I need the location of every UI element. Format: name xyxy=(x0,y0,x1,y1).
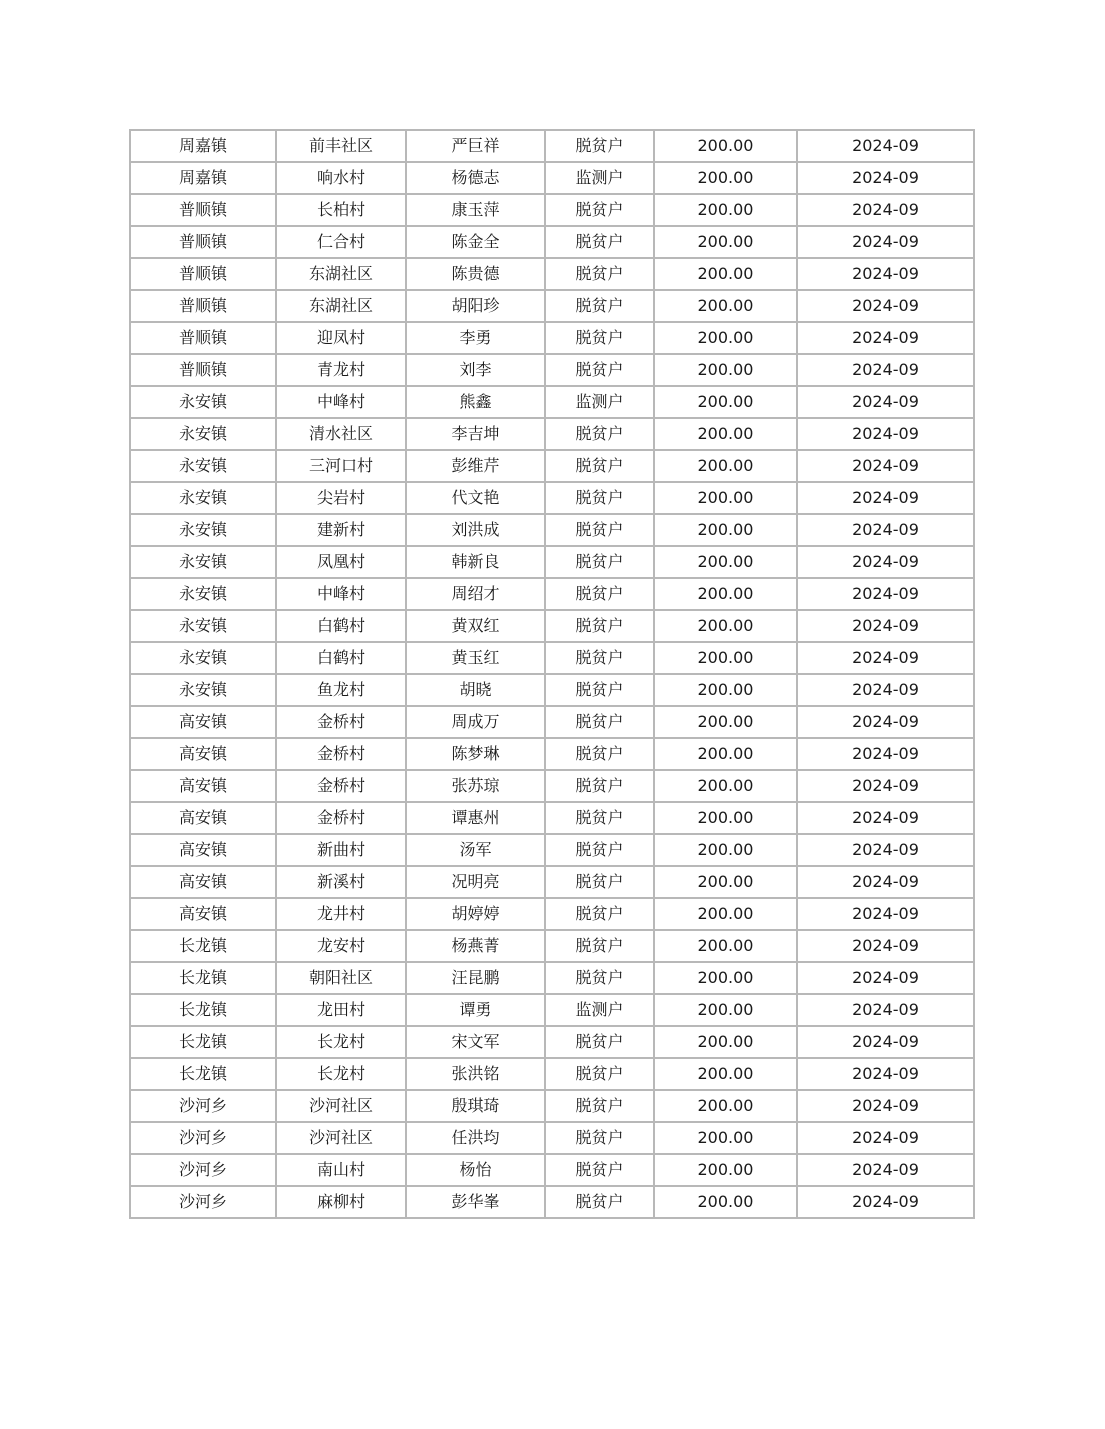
amount-cell: 200.00 xyxy=(654,226,797,258)
table-row xyxy=(130,1026,974,1058)
period-cell: 2024-09 xyxy=(797,1058,974,1090)
type-cell: 脱贫户 xyxy=(545,258,654,290)
town-cell: 高安镇 xyxy=(130,770,276,802)
period-cell: 2024-09 xyxy=(797,834,974,866)
period-cell: 2024-09 xyxy=(797,226,974,258)
amount-cell: 200.00 xyxy=(654,898,797,930)
period-cell: 2024-09 xyxy=(797,290,974,322)
type-cell: 脱贫户 xyxy=(545,546,654,578)
town-cell: 高安镇 xyxy=(130,898,276,930)
amount-cell: 200.00 xyxy=(654,546,797,578)
type-cell: 脱贫户 xyxy=(545,322,654,354)
period-cell: 2024-09 xyxy=(797,898,974,930)
table-row xyxy=(130,706,974,738)
type-cell: 脱贫户 xyxy=(545,226,654,258)
amount-cell: 200.00 xyxy=(654,514,797,546)
table-row xyxy=(130,514,974,546)
amount-cell: 200.00 xyxy=(654,258,797,290)
table-row xyxy=(130,610,974,642)
period-cell: 2024-09 xyxy=(797,674,974,706)
type-cell: 脱贫户 xyxy=(545,1122,654,1154)
name-cell: 张洪铭 xyxy=(406,1058,545,1090)
name-cell: 周绍才 xyxy=(406,578,545,610)
period-cell: 2024-09 xyxy=(797,130,974,162)
type-cell: 脱贫户 xyxy=(545,290,654,322)
period-cell: 2024-09 xyxy=(797,354,974,386)
amount-cell: 200.00 xyxy=(654,290,797,322)
amount-cell: 200.00 xyxy=(654,674,797,706)
town-cell: 普顺镇 xyxy=(130,290,276,322)
period-cell: 2024-09 xyxy=(797,1026,974,1058)
table-row xyxy=(130,994,974,1026)
table-row xyxy=(130,162,974,194)
name-cell: 熊鑫 xyxy=(406,386,545,418)
village-cell: 响水村 xyxy=(276,162,406,194)
village-cell: 三河口村 xyxy=(276,450,406,482)
type-cell: 脱贫户 xyxy=(545,610,654,642)
amount-cell: 200.00 xyxy=(654,1154,797,1186)
name-cell: 胡婷婷 xyxy=(406,898,545,930)
amount-cell: 200.00 xyxy=(654,866,797,898)
village-cell: 白鹤村 xyxy=(276,642,406,674)
town-cell: 普顺镇 xyxy=(130,258,276,290)
town-cell: 永安镇 xyxy=(130,546,276,578)
amount-cell: 200.00 xyxy=(654,194,797,226)
period-cell: 2024-09 xyxy=(797,162,974,194)
village-cell: 仁合村 xyxy=(276,226,406,258)
name-cell: 陈金全 xyxy=(406,226,545,258)
name-cell: 胡阳珍 xyxy=(406,290,545,322)
amount-cell: 200.00 xyxy=(654,994,797,1026)
type-cell: 脱贫户 xyxy=(545,482,654,514)
table-row xyxy=(130,1058,974,1090)
village-cell: 金桥村 xyxy=(276,738,406,770)
type-cell: 脱贫户 xyxy=(545,130,654,162)
table-row xyxy=(130,386,974,418)
table-row xyxy=(130,194,974,226)
period-cell: 2024-09 xyxy=(797,1154,974,1186)
type-cell: 监测户 xyxy=(545,386,654,418)
town-cell: 永安镇 xyxy=(130,514,276,546)
name-cell: 谭勇 xyxy=(406,994,545,1026)
data-table xyxy=(129,129,975,1219)
town-cell: 长龙镇 xyxy=(130,930,276,962)
name-cell: 李吉坤 xyxy=(406,418,545,450)
village-cell: 清水社区 xyxy=(276,418,406,450)
name-cell: 彭华峯 xyxy=(406,1186,545,1218)
period-cell: 2024-09 xyxy=(797,706,974,738)
type-cell: 脱贫户 xyxy=(545,354,654,386)
village-cell: 迎凤村 xyxy=(276,322,406,354)
town-cell: 沙河乡 xyxy=(130,1154,276,1186)
period-cell: 2024-09 xyxy=(797,386,974,418)
village-cell: 金桥村 xyxy=(276,706,406,738)
table-row xyxy=(130,546,974,578)
name-cell: 刘洪成 xyxy=(406,514,545,546)
table-row xyxy=(130,482,974,514)
amount-cell: 200.00 xyxy=(654,578,797,610)
town-cell: 沙河乡 xyxy=(130,1186,276,1218)
town-cell: 高安镇 xyxy=(130,738,276,770)
village-cell: 青龙村 xyxy=(276,354,406,386)
town-cell: 长龙镇 xyxy=(130,1026,276,1058)
amount-cell: 200.00 xyxy=(654,1186,797,1218)
type-cell: 脱贫户 xyxy=(545,770,654,802)
table-row xyxy=(130,354,974,386)
period-cell: 2024-09 xyxy=(797,482,974,514)
village-cell: 白鹤村 xyxy=(276,610,406,642)
town-cell: 高安镇 xyxy=(130,802,276,834)
name-cell: 况明亮 xyxy=(406,866,545,898)
town-cell: 长龙镇 xyxy=(130,994,276,1026)
table-row xyxy=(130,1090,974,1122)
village-cell: 前丰社区 xyxy=(276,130,406,162)
name-cell: 宋文军 xyxy=(406,1026,545,1058)
town-cell: 长龙镇 xyxy=(130,962,276,994)
name-cell: 谭惠州 xyxy=(406,802,545,834)
name-cell: 胡晓 xyxy=(406,674,545,706)
name-cell: 代文艳 xyxy=(406,482,545,514)
table-row xyxy=(130,930,974,962)
village-cell: 金桥村 xyxy=(276,770,406,802)
name-cell: 陈贵德 xyxy=(406,258,545,290)
name-cell: 康玉萍 xyxy=(406,194,545,226)
table-row xyxy=(130,258,974,290)
village-cell: 尖岩村 xyxy=(276,482,406,514)
amount-cell: 200.00 xyxy=(654,770,797,802)
town-cell: 沙河乡 xyxy=(130,1090,276,1122)
village-cell: 东湖社区 xyxy=(276,258,406,290)
type-cell: 脱贫户 xyxy=(545,194,654,226)
type-cell: 脱贫户 xyxy=(545,1058,654,1090)
period-cell: 2024-09 xyxy=(797,738,974,770)
amount-cell: 200.00 xyxy=(654,834,797,866)
table-row xyxy=(130,1186,974,1218)
town-cell: 普顺镇 xyxy=(130,322,276,354)
period-cell: 2024-09 xyxy=(797,962,974,994)
table-row xyxy=(130,962,974,994)
town-cell: 沙河乡 xyxy=(130,1122,276,1154)
town-cell: 长龙镇 xyxy=(130,1058,276,1090)
amount-cell: 200.00 xyxy=(654,450,797,482)
town-cell: 周嘉镇 xyxy=(130,130,276,162)
village-cell: 麻柳村 xyxy=(276,1186,406,1218)
amount-cell: 200.00 xyxy=(654,354,797,386)
period-cell: 2024-09 xyxy=(797,322,974,354)
amount-cell: 200.00 xyxy=(654,610,797,642)
village-cell: 长龙村 xyxy=(276,1058,406,1090)
type-cell: 脱贫户 xyxy=(545,1186,654,1218)
amount-cell: 200.00 xyxy=(654,1122,797,1154)
period-cell: 2024-09 xyxy=(797,1090,974,1122)
type-cell: 脱贫户 xyxy=(545,930,654,962)
town-cell: 周嘉镇 xyxy=(130,162,276,194)
table-row xyxy=(130,802,974,834)
amount-cell: 200.00 xyxy=(654,1026,797,1058)
table-row xyxy=(130,1154,974,1186)
town-cell: 永安镇 xyxy=(130,674,276,706)
type-cell: 脱贫户 xyxy=(545,866,654,898)
town-cell: 普顺镇 xyxy=(130,226,276,258)
type-cell: 脱贫户 xyxy=(545,642,654,674)
type-cell: 脱贫户 xyxy=(545,962,654,994)
name-cell: 任洪均 xyxy=(406,1122,545,1154)
table-row xyxy=(130,674,974,706)
period-cell: 2024-09 xyxy=(797,610,974,642)
type-cell: 脱贫户 xyxy=(545,1026,654,1058)
town-cell: 永安镇 xyxy=(130,450,276,482)
amount-cell: 200.00 xyxy=(654,1058,797,1090)
table-row xyxy=(130,738,974,770)
amount-cell: 200.00 xyxy=(654,802,797,834)
name-cell: 周成万 xyxy=(406,706,545,738)
table-row xyxy=(130,866,974,898)
period-cell: 2024-09 xyxy=(797,258,974,290)
table-row xyxy=(130,578,974,610)
village-cell: 朝阳社区 xyxy=(276,962,406,994)
type-cell: 脱贫户 xyxy=(545,450,654,482)
name-cell: 黄双红 xyxy=(406,610,545,642)
period-cell: 2024-09 xyxy=(797,418,974,450)
table-row xyxy=(130,770,974,802)
amount-cell: 200.00 xyxy=(654,962,797,994)
town-cell: 永安镇 xyxy=(130,642,276,674)
name-cell: 杨德志 xyxy=(406,162,545,194)
village-cell: 中峰村 xyxy=(276,386,406,418)
period-cell: 2024-09 xyxy=(797,866,974,898)
name-cell: 殷琪琦 xyxy=(406,1090,545,1122)
name-cell: 杨燕菁 xyxy=(406,930,545,962)
town-cell: 高安镇 xyxy=(130,866,276,898)
name-cell: 汤军 xyxy=(406,834,545,866)
table-row xyxy=(130,418,974,450)
village-cell: 新溪村 xyxy=(276,866,406,898)
table-row xyxy=(130,450,974,482)
period-cell: 2024-09 xyxy=(797,194,974,226)
period-cell: 2024-09 xyxy=(797,1186,974,1218)
period-cell: 2024-09 xyxy=(797,642,974,674)
type-cell: 脱贫户 xyxy=(545,802,654,834)
name-cell: 汪昆鹏 xyxy=(406,962,545,994)
village-cell: 凤凰村 xyxy=(276,546,406,578)
village-cell: 东湖社区 xyxy=(276,290,406,322)
amount-cell: 200.00 xyxy=(654,482,797,514)
period-cell: 2024-09 xyxy=(797,994,974,1026)
type-cell: 脱贫户 xyxy=(545,1090,654,1122)
village-cell: 沙河社区 xyxy=(276,1122,406,1154)
amount-cell: 200.00 xyxy=(654,1090,797,1122)
village-cell: 长龙村 xyxy=(276,1026,406,1058)
type-cell: 脱贫户 xyxy=(545,738,654,770)
town-cell: 永安镇 xyxy=(130,418,276,450)
period-cell: 2024-09 xyxy=(797,450,974,482)
amount-cell: 200.00 xyxy=(654,642,797,674)
name-cell: 黄玉红 xyxy=(406,642,545,674)
amount-cell: 200.00 xyxy=(654,322,797,354)
amount-cell: 200.00 xyxy=(654,930,797,962)
type-cell: 监测户 xyxy=(545,162,654,194)
name-cell: 韩新良 xyxy=(406,546,545,578)
village-cell: 南山村 xyxy=(276,1154,406,1186)
name-cell: 张苏琼 xyxy=(406,770,545,802)
table-row xyxy=(130,322,974,354)
period-cell: 2024-09 xyxy=(797,930,974,962)
amount-cell: 200.00 xyxy=(654,130,797,162)
name-cell: 刘李 xyxy=(406,354,545,386)
name-cell: 严巨祥 xyxy=(406,130,545,162)
period-cell: 2024-09 xyxy=(797,770,974,802)
table-row xyxy=(130,290,974,322)
type-cell: 脱贫户 xyxy=(545,514,654,546)
amount-cell: 200.00 xyxy=(654,418,797,450)
town-cell: 高安镇 xyxy=(130,706,276,738)
village-cell: 新曲村 xyxy=(276,834,406,866)
village-cell: 龙田村 xyxy=(276,994,406,1026)
town-cell: 永安镇 xyxy=(130,578,276,610)
period-cell: 2024-09 xyxy=(797,546,974,578)
amount-cell: 200.00 xyxy=(654,706,797,738)
name-cell: 杨怡 xyxy=(406,1154,545,1186)
type-cell: 脱贫户 xyxy=(545,706,654,738)
town-cell: 永安镇 xyxy=(130,482,276,514)
type-cell: 脱贫户 xyxy=(545,578,654,610)
amount-cell: 200.00 xyxy=(654,162,797,194)
table-body xyxy=(130,130,974,1218)
village-cell: 长柏村 xyxy=(276,194,406,226)
village-cell: 沙河社区 xyxy=(276,1090,406,1122)
amount-cell: 200.00 xyxy=(654,386,797,418)
village-cell: 龙安村 xyxy=(276,930,406,962)
period-cell: 2024-09 xyxy=(797,514,974,546)
type-cell: 脱贫户 xyxy=(545,674,654,706)
table-row xyxy=(130,1122,974,1154)
name-cell: 陈梦琳 xyxy=(406,738,545,770)
village-cell: 中峰村 xyxy=(276,578,406,610)
town-cell: 永安镇 xyxy=(130,610,276,642)
table-row xyxy=(130,834,974,866)
village-cell: 建新村 xyxy=(276,514,406,546)
town-cell: 永安镇 xyxy=(130,386,276,418)
table-row xyxy=(130,130,974,162)
village-cell: 龙井村 xyxy=(276,898,406,930)
village-cell: 鱼龙村 xyxy=(276,674,406,706)
type-cell: 脱贫户 xyxy=(545,418,654,450)
town-cell: 普顺镇 xyxy=(130,194,276,226)
type-cell: 监测户 xyxy=(545,994,654,1026)
period-cell: 2024-09 xyxy=(797,1122,974,1154)
period-cell: 2024-09 xyxy=(797,802,974,834)
town-cell: 普顺镇 xyxy=(130,354,276,386)
table-row xyxy=(130,898,974,930)
village-cell: 金桥村 xyxy=(276,802,406,834)
amount-cell: 200.00 xyxy=(654,738,797,770)
name-cell: 李勇 xyxy=(406,322,545,354)
type-cell: 脱贫户 xyxy=(545,834,654,866)
period-cell: 2024-09 xyxy=(797,578,974,610)
table-row xyxy=(130,226,974,258)
type-cell: 脱贫户 xyxy=(545,898,654,930)
type-cell: 脱贫户 xyxy=(545,1154,654,1186)
name-cell: 彭维芹 xyxy=(406,450,545,482)
town-cell: 高安镇 xyxy=(130,834,276,866)
table-row xyxy=(130,642,974,674)
